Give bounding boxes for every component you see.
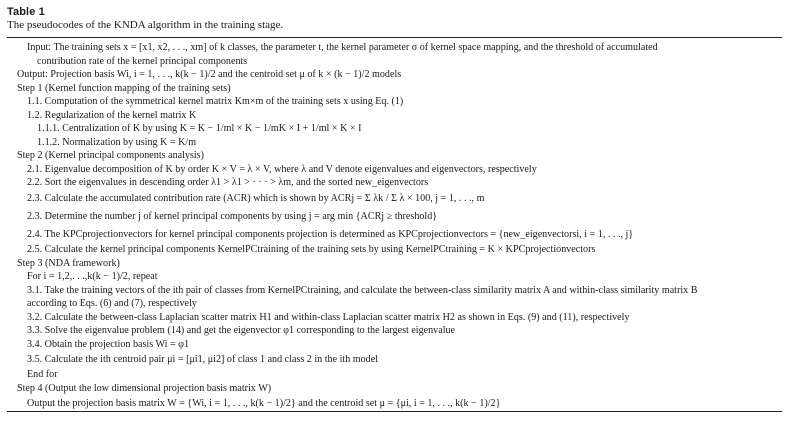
row-step3: Step 3 (NDA framework): [17, 257, 120, 269]
row-1-1-2: 1.1.2. Normalization by using K = K/m: [37, 136, 197, 148]
row-for: For i = 1,2,. . .,k(k − 1)/2, repeat: [27, 271, 158, 283]
row-2-3-acr: 2.3. Calculate the accumulated contribution rate (ACR) which is shown by ACRj = Σ λk / Σ λ × 100, j = 1, . . ., m: [27, 193, 485, 205]
row-1-1-1: 1.1.1. Centralization of K by using K = K − 1/ml × K − 1/mK × I + 1/ml × K × I: [37, 123, 362, 135]
row-2-1: 2.1. Eigenvalue decomposition of K by order K × V = λ × V, where λ and V denote eigenvalues and eigenvectors, respectively: [27, 163, 537, 175]
pseudocode-rows: [0, 41, 790, 412]
row-2-2: 2.2. Sort the eigenvalues in descending order λ1 > λ1 > · · · > λm, and the sorted new_eigenvectors: [27, 177, 429, 189]
top-rule: [7, 37, 782, 38]
row-1-2: 1.2. Regularization of the kernel matrix K: [27, 109, 197, 121]
table-label: Table 1: [7, 6, 45, 18]
row-output: Output: Projection basis Wi, i = 1, . . ., k(k − 1)/2 and the centroid set μ of k × (k − 1)/2 models: [17, 69, 402, 81]
row-2-3-number: 2.3. Determine the number j of kernel principal components by using j = arg min {ACRj ≥ threshold}: [27, 211, 438, 223]
row-input-1: Input: The training sets x = [x1, x2, . . ., xm] of k classes, the parameter t, the kernel parameter σ of kernel space mapping, and the threshold of accumulated: [27, 42, 658, 53]
row-end-for: End for: [27, 369, 58, 381]
row-3-1-cont: according to Eqs. (6) and (7), respectively: [27, 298, 197, 310]
row-step1: Step 1 (Kernel function mapping of the training sets): [17, 82, 231, 94]
row-3-4: 3.4. Obtain the projection basis Wi = φ1: [27, 338, 190, 350]
row-3-3: 3.3. Solve the eigenvalue problem (14) and get the eigenvector φ1 corresponding to the largest eigenvalue: [27, 325, 456, 337]
row-step4: Step 4 (Output the low dimensional projection basis matrix W): [17, 382, 272, 394]
bottom-rule: [7, 411, 782, 412]
table-caption: The pseudocodes of the KNDA algorithm in the training stage.: [7, 19, 284, 31]
row-2-4: 2.4. The KPCprojectionvectors for kernel principal components projection is determined as KPCprojectionvectors = {new_eigenvectorsi, i = 1, . . ., j}: [27, 229, 634, 241]
row-3-1: 3.1. Take the training vectors of the ith pair of classes from KernelPCtraining, and calculate the between-class similarity matrix A and within-class similarity matrix B: [27, 284, 698, 296]
row-1-1: 1.1. Computation of the symmetrical kernel matrix Km×m of the training sets x using Eq. (1): [27, 96, 404, 108]
row-step2: Step 2 (Kernel principal components analysis): [17, 150, 204, 162]
row-2-5: 2.5. Calculate the kernel principal components KernelPCtraining of the training sets by using KernelPCtraining = K × KPCprojectionvectors: [27, 244, 596, 256]
row-final-output: Output the projection basis matrix W = {Wi, i = 1, . . ., k(k − 1)/2} and the centroid set μ = {μi, i = 1, . . ., k(k − 1)/2}: [27, 398, 501, 410]
row-3-5: 3.5. Calculate the ith centroid pair μi = [μi1, μi2] of class 1 and class 2 in the ith model: [27, 354, 379, 366]
row-input-2: contribution rate of the kernel principal components: [37, 55, 248, 67]
row-3-2: 3.2. Calculate the between-class Laplacian scatter matrix H1 and within-class Laplacian scatter matrix H2 as shown in Eqs. (9) and (11), respectively: [27, 311, 630, 323]
